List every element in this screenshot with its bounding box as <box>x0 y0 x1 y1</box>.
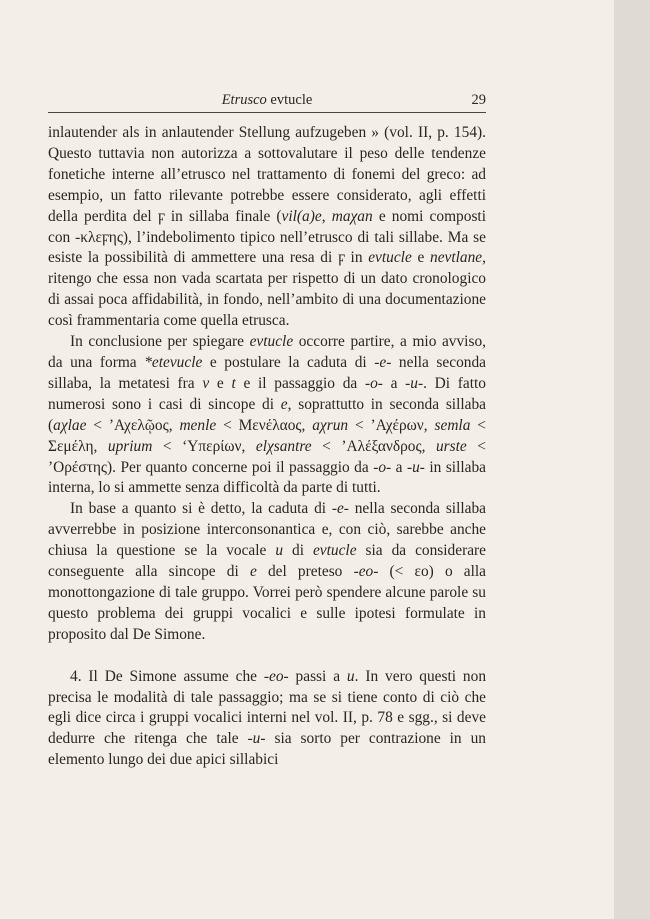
text-run: < Μενέλαος, <box>216 416 313 434</box>
paragraph <box>48 667 486 772</box>
italic-term: -u- <box>247 730 266 748</box>
text-run: 4. Il De Simone assume che <box>70 667 264 685</box>
text-run: < ’Αχελῷος, <box>86 416 180 434</box>
italic-term: u <box>275 542 284 560</box>
text-run: nella seconda sillaba avverrebbe in posizione interconsonantica e, con ciò, sarebbe anche chiusa la questione se la vocale <box>48 500 486 560</box>
italic-term: aχlae <box>53 416 87 434</box>
italic-term: menle <box>179 416 217 434</box>
text-run: < ’Αλέξανδρος, <box>311 437 436 455</box>
italic-term: -u- <box>406 458 425 476</box>
text-run: del preteso <box>256 563 354 581</box>
text-run: a <box>382 374 406 392</box>
text-run: sia da considerare conseguente alla sincope di <box>48 542 486 581</box>
text-run: < ’Αχέρων, <box>348 416 435 434</box>
italic-term: uprium <box>107 437 153 455</box>
text-run: sia sorto per contrazione in un elemento lungo dei due apici sillabici <box>48 730 486 769</box>
italic-term: -e- <box>374 353 392 371</box>
running-title <box>48 91 486 109</box>
italic-term: aχrun <box>312 416 349 434</box>
header-rule <box>48 112 486 113</box>
italic-term: v <box>202 374 210 392</box>
italic-term: u <box>346 667 355 685</box>
text-run: passi a <box>288 667 347 685</box>
text-run: (< εο) o alla monottongazione di tale gruppo. Vorrei però spendere alcune parole su questo problema dei gruppi vocalici e sulle ipotesi formulate in proposito dal De Simone. <box>48 563 487 643</box>
italic-term: maχan <box>331 207 373 225</box>
italic-term: -o- <box>373 458 392 476</box>
running-title-italic: Etrusco <box>221 92 267 108</box>
body-text <box>48 123 486 771</box>
italic-term: vil(a)e <box>281 207 322 225</box>
italic-term: *etevucle <box>144 353 203 371</box>
paragraph <box>48 332 486 499</box>
text-run: < Σεμέλη, <box>48 416 486 455</box>
text-run: , <box>321 207 332 225</box>
italic-term: e <box>249 563 257 581</box>
text-run: In conclusione per spiegare <box>70 333 250 351</box>
text-run: e <box>411 249 430 267</box>
italic-term: urste <box>435 437 467 455</box>
italic-term: t <box>231 374 236 392</box>
italic-term: -e- <box>331 500 349 518</box>
italic-term: semla <box>434 416 471 434</box>
italic-term: -u- <box>405 374 424 392</box>
italic-term: -eo- <box>353 563 379 581</box>
scan-margin <box>614 0 650 919</box>
text-run: , soprattutto in seconda sillaba ( <box>48 395 486 434</box>
running-title-rest: evtucle <box>266 92 313 108</box>
italic-term: -o- <box>364 374 383 392</box>
italic-term: evtucle <box>368 249 412 267</box>
italic-term: e <box>280 395 288 413</box>
text-run: < ’Ορέστης). Per quanto concerne poi il passaggio da <box>48 437 486 476</box>
text-run: nella seconda sillaba, la metatesi fra <box>48 353 486 392</box>
running-header <box>48 91 486 109</box>
page-number: 29 <box>471 92 486 108</box>
text-run: inlautender als in anlautender Stellung aufzugeben » (vol. II, p. 154). Questo tuttavia non autorizza a sottovalutare il peso delle tendenze fonetiche interne all’etrusco nel trattamento di fonemi del greco: ad esempio, un fatto rilevante potrebbe essere considerato, agli effetti della perdita del ϝ in sillaba finale ( <box>48 124 486 225</box>
text-run: a <box>391 458 407 476</box>
text-run: occorre partire, a mio avviso, da una forma <box>48 333 486 371</box>
text-run: e nomi composti con -κλεϝης), l’indebolimento tipico nell’etrusco di tali sillabe. Ma se esiste la possibilità di ammettere una resa di ϝ in <box>48 207 486 267</box>
text-run: < ‘Υπερίων, <box>152 437 256 455</box>
text-run: In base a quanto si è detto, la caduta di <box>70 500 332 518</box>
text-run: e il passaggio da <box>235 374 365 392</box>
italic-term: elχsantre <box>255 437 312 455</box>
italic-term: -eo- <box>263 667 289 685</box>
italic-term: evtucle <box>312 542 357 560</box>
paragraph <box>48 123 486 332</box>
text-run: e postulare la caduta di <box>202 353 375 371</box>
italic-term: evtucle <box>249 333 294 351</box>
text-run: e <box>209 374 232 392</box>
text-run: . In vero questi non precisa le modalità di tale passaggio; ma se si tiene conto di ciò che egli dice circa i gruppi vocalici interni nel vol. II, p. 78 e sgg., si deve dedurre che ritenga che tale <box>48 667 487 748</box>
paragraph <box>48 499 486 645</box>
text-run: di <box>283 542 313 560</box>
text-run: . Di fatto numerosi sono i casi di sincope di <box>48 374 486 413</box>
italic-term: nevtlane <box>430 249 483 267</box>
text-run: in sillaba interna, lo si ammette senza difficoltà da parte di tutti. <box>48 458 486 497</box>
text-run: , ritengo che essa non vada scartata per rispetto di un dato cronologico di assai poca affidabilità, in fondo, nell’ambito di una documentazione così frammentaria come quella etrusca. <box>48 249 486 330</box>
